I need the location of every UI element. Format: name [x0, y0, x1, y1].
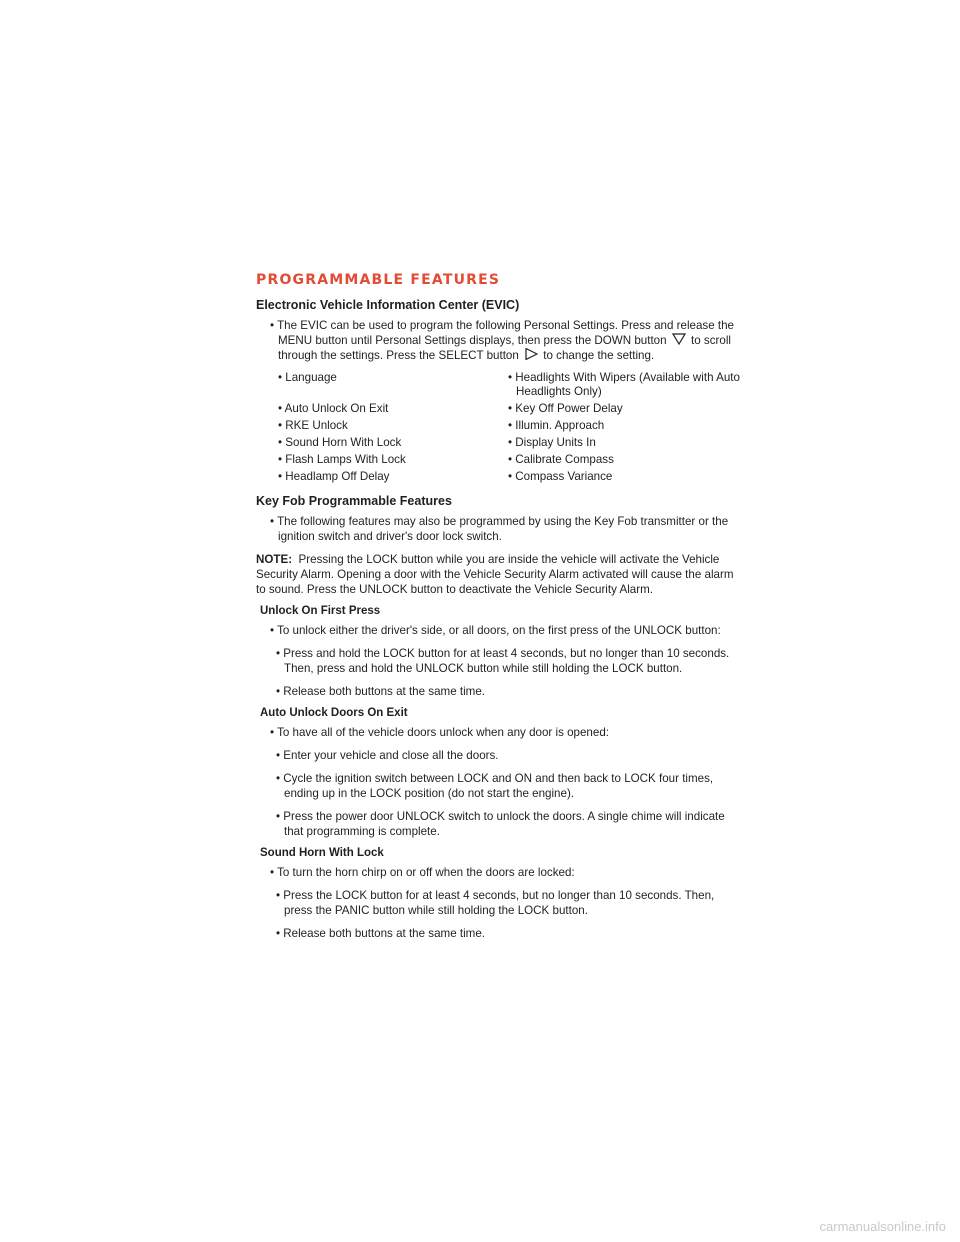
settings-list [278, 371, 740, 484]
watermark: carmanualsonline.info [819, 1219, 946, 1234]
list-item: • RKE Unlock [278, 419, 348, 432]
section-title: PROGRAMMABLE FEATURES [256, 272, 501, 288]
list-item: • Press and hold the LOCK button for at least 4 seconds, but no longer than 10 seconds. Then, press and hold the UNLOCK button while still holding the LOCK button. [276, 647, 730, 675]
evic-heading: Electronic Vehicle Information Center (EVIC) [256, 298, 520, 312]
list-item: • Release both buttons at the same time. [276, 685, 485, 698]
list-item: • Flash Lamps With Lock [278, 453, 406, 466]
note-paragraph [256, 552, 736, 597]
note-text: Pressing the LOCK button while you are inside the vehicle will activate the Vehicle Security Alarm. Opening a door with the Vehicle Security Alarm activated will cause the alarm to sound. Press the UNLOCK button to deactivate the Vehicle Security Alarm. [256, 553, 734, 596]
horn-heading: Sound Horn With Lock [260, 847, 384, 859]
list-item: • Calibrate Compass [508, 453, 614, 466]
list-item: • Headlights With Wipers (Available with Auto Headlights Only) [508, 371, 740, 398]
auto-unlock-lead: • To have all of the vehicle doors unlock when any door is opened: [270, 726, 609, 739]
list-item: • Language [278, 371, 337, 384]
select-arrow-icon [524, 348, 538, 360]
evic-intro: • The EVIC can be used to program the following Personal Settings. Press and release the MENU button until Personal Settings displays, then press the DOWN button to scroll through the settings. Press the SELECT button to change the setting. [270, 319, 734, 362]
list-item: • Illumin. Approach [508, 419, 605, 432]
list-item: • Auto Unlock On Exit [278, 402, 389, 415]
keyfob-bullet: • The following features may also be programmed by using the Key Fob transmitter or the ignition switch and driver's door lock switch. [270, 515, 729, 543]
auto-unlock-heading: Auto Unlock Doors On Exit [260, 707, 408, 719]
unlock-first-heading: Unlock On First Press [260, 605, 381, 617]
list-item: • Headlamp Off Delay [278, 470, 390, 483]
list-item: • Compass Variance [508, 470, 613, 483]
keyfob-heading: Key Fob Programmable Features [256, 494, 452, 508]
unlock-first-lead: • To unlock either the driver's side, or all doors, on the first press of the UNLOCK button: [270, 624, 721, 637]
manual-page [256, 272, 740, 949]
list-item: • Press the power door UNLOCK switch to unlock the doors. A single chime will indicate that programming is complete. [276, 810, 725, 838]
list-item: • Press the LOCK button for at least 4 seconds, but no longer than 10 seconds. Then, press the PANIC button while still holding the LOCK button. [276, 889, 715, 917]
list-item: • Enter your vehicle and close all the doors. [276, 749, 499, 762]
note-label: NOTE: [256, 553, 293, 566]
list-item: • Cycle the ignition switch between LOCK and ON and then back to LOCK four times, ending up in the LOCK position (do not start the engine). [276, 772, 714, 800]
list-item: • Key Off Power Delay [508, 402, 623, 415]
down-arrow-icon [672, 333, 686, 345]
list-item: • Display Units In [508, 436, 596, 449]
horn-lead: • To turn the horn chirp on or off when the doors are locked: [270, 866, 575, 879]
list-item: • Release both buttons at the same time. [276, 927, 485, 940]
list-item: • Sound Horn With Lock [278, 436, 402, 449]
